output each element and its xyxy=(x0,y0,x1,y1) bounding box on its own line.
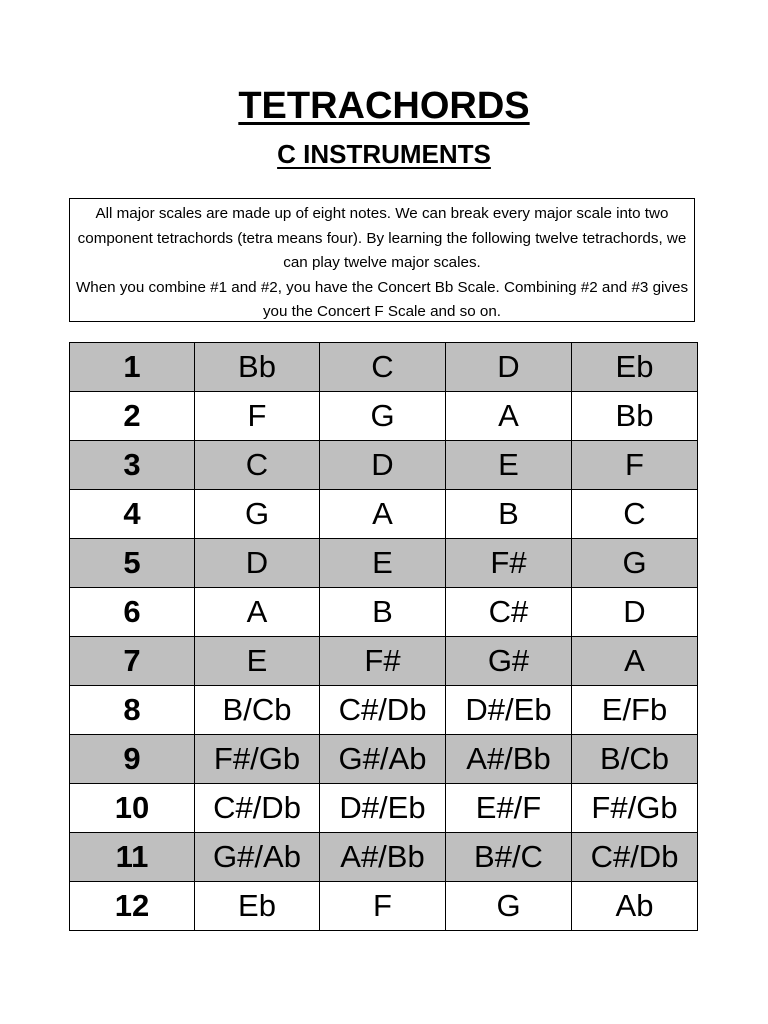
note-cell: A#/Bb xyxy=(446,735,572,784)
note-cell: F# xyxy=(320,637,446,686)
note-cell: C#/Db xyxy=(572,833,698,882)
tetrachord-number: 2 xyxy=(70,392,195,441)
note-cell: C# xyxy=(446,588,572,637)
note-cell: G#/Ab xyxy=(320,735,446,784)
tetrachord-number: 1 xyxy=(70,343,195,392)
note-cell: Bb xyxy=(572,392,698,441)
tetrachord-row xyxy=(70,539,698,588)
note-cell: D xyxy=(572,588,698,637)
tetrachord-row xyxy=(70,833,698,882)
note-cell: B xyxy=(320,588,446,637)
tetrachord-row xyxy=(70,637,698,686)
note-cell: D xyxy=(320,441,446,490)
tetrachord-number: 6 xyxy=(70,588,195,637)
note-cell: D#/Eb xyxy=(446,686,572,735)
tetrachord-row xyxy=(70,784,698,833)
tetrachord-number: 5 xyxy=(70,539,195,588)
note-cell: C#/Db xyxy=(195,784,320,833)
note-cell: F# xyxy=(446,539,572,588)
intro-paragraph-2: When you combine #1 and #2, you have the Concert Bb Scale. Combining #2 and #3 gives you the Concert F Scale and so on. xyxy=(75,278,689,320)
tetrachord-row xyxy=(70,882,698,931)
note-cell: Eb xyxy=(572,343,698,392)
tetrachord-row xyxy=(70,735,698,784)
note-cell: F xyxy=(572,441,698,490)
intro-text-box xyxy=(69,198,695,322)
note-cell: G xyxy=(446,882,572,931)
note-cell: C xyxy=(195,441,320,490)
tetrachord-row xyxy=(70,441,698,490)
tetrachord-number: 12 xyxy=(70,882,195,931)
note-cell: Ab xyxy=(572,882,698,931)
tetrachord-row xyxy=(70,392,698,441)
tetrachord-number: 9 xyxy=(70,735,195,784)
note-cell: A xyxy=(195,588,320,637)
note-cell: D#/Eb xyxy=(320,784,446,833)
note-cell: B/Cb xyxy=(195,686,320,735)
note-cell: C#/Db xyxy=(320,686,446,735)
note-cell: G xyxy=(320,392,446,441)
tetrachord-row xyxy=(70,490,698,539)
tetrachord-number: 10 xyxy=(70,784,195,833)
note-cell: C xyxy=(572,490,698,539)
note-cell: F xyxy=(195,392,320,441)
tetrachord-row xyxy=(70,686,698,735)
note-cell: Bb xyxy=(195,343,320,392)
tetrachord-row xyxy=(70,343,698,392)
note-cell: D xyxy=(195,539,320,588)
note-cell: F#/Gb xyxy=(572,784,698,833)
note-cell: G# xyxy=(446,637,572,686)
tetrachord-number: 11 xyxy=(70,833,195,882)
note-cell: E/Fb xyxy=(572,686,698,735)
note-cell: E xyxy=(446,441,572,490)
note-cell: A#/Bb xyxy=(320,833,446,882)
note-cell: E#/F xyxy=(446,784,572,833)
note-cell: D xyxy=(446,343,572,392)
tetrachord-number: 3 xyxy=(70,441,195,490)
note-cell: B#/C xyxy=(446,833,572,882)
tetrachord-number: 4 xyxy=(70,490,195,539)
tetrachord-table xyxy=(69,342,698,931)
note-cell: G xyxy=(195,490,320,539)
tetrachord-number: 7 xyxy=(70,637,195,686)
page-subtitle: C INSTRUMENTS xyxy=(277,139,491,169)
tetrachord-row xyxy=(70,588,698,637)
note-cell: E xyxy=(195,637,320,686)
note-cell: Eb xyxy=(195,882,320,931)
note-cell: F#/Gb xyxy=(195,735,320,784)
note-cell: B/Cb xyxy=(572,735,698,784)
note-cell: A xyxy=(320,490,446,539)
note-cell: G#/Ab xyxy=(195,833,320,882)
page-title: TETRACHORDS xyxy=(238,85,530,127)
note-cell: E xyxy=(320,539,446,588)
note-cell: F xyxy=(320,882,446,931)
note-cell: G xyxy=(572,539,698,588)
note-cell: A xyxy=(446,392,572,441)
tetrachord-number: 8 xyxy=(70,686,195,735)
note-cell: B xyxy=(446,490,572,539)
note-cell: A xyxy=(572,637,698,686)
intro-paragraph-1: All major scales are made up of eight notes. We can break every major scale into two component tetrachords (tetra means four). By learning the following twelve tetrachords, we can play twelve major scales. xyxy=(77,205,687,271)
note-cell: C xyxy=(320,343,446,392)
